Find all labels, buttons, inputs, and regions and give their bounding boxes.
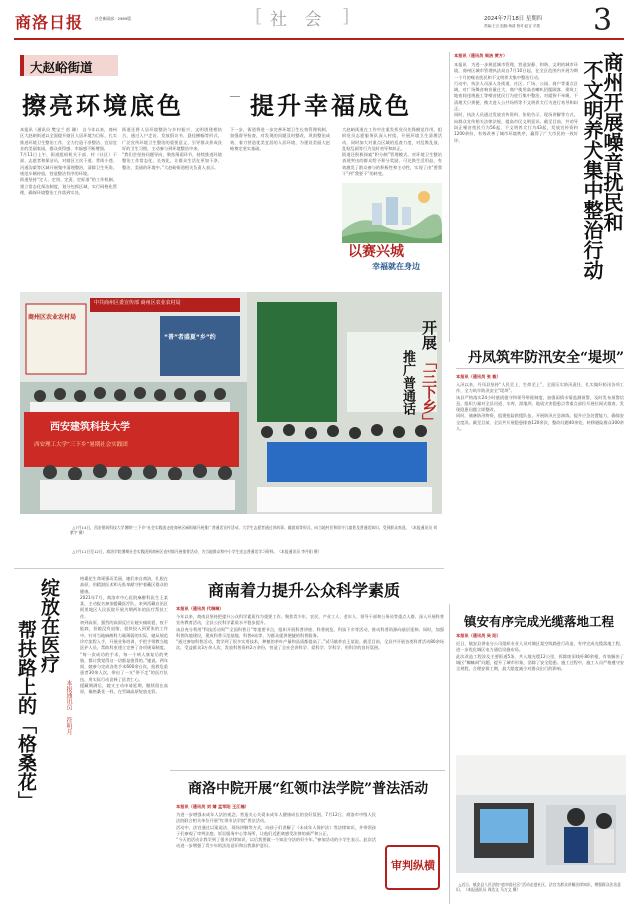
article-6-title-col-1: 绽放在医疗 (38, 578, 60, 673)
group-photo-scene (20, 292, 247, 514)
masthead (0, 0, 638, 42)
right-lower-rule (449, 604, 450, 904)
stamp-box (385, 845, 440, 890)
photo-court (456, 755, 626, 873)
article-7-body: 今年以来，商南县坚持把提升公众科学素质作为重要工作，聚焦青少年、农民、产业工人、老年人、领导干部和公务员等重点人群，深入开展科普宣传教育活动，全县公民科学素质水平稳步提升。 该县充分利用“科技活动周”“全国科普日”等重要节点，组织开展科普讲座、科普展览、科技下乡等活动，推动科普资源向基层延伸。同时，加强科普阵地建设，建成科普示范基地、科普e站等，为群众提供便捷的科普服务。 “通过参加科普活动，我学到了很多实用技术，种植的茶叶产量和品质都提高了。”试马镇茶农王某说。截至目前，全县共开展各类科普活动80余场次，受益群众3万余人次，发放科普资料2万余份，营造了全社会讲科学、爱科学、学科学、用科学的良好氛围。 (176, 614, 444, 651)
article-title-left: 擦亮环境底色 (22, 91, 184, 120)
a3-title-l2: 「三下乡」 (420, 354, 438, 429)
a3-vertical-box (397, 320, 441, 470)
photo1-slogan: 西安理工大学“三下乡”暑期社会实践团 (34, 442, 128, 448)
article-2-byline: 本报讯（通讯员 周洁 贾方） (454, 53, 508, 58)
a6-divider (14, 568, 444, 569)
photo-group-1 (20, 292, 247, 514)
article-8-rule (170, 770, 445, 771)
article-8-title: 商洛中院开展“红领巾法学院”普法活动 (188, 781, 429, 797)
photo1-flag-2: “普”者盛夏“乡”约 (164, 334, 216, 341)
article-2-body: 本报讯 为进一步规范城市管理，营造安静、和谐、文明的城市环境，商州区城市管理执法局自7月10日起，在全区范围内开展为期一个月的噪音扰民和不文明养犬集中整治行动。 行动中，执法人员深入各街道、社区、广场、公园、商户等重点区域，对广场舞音响音量过大、商户使用高音喇叭招揽顾客、建筑工地夜间违规施工等噪音扰民行为进行集中整治，对遛狗不牵绳、不清理犬只粪便、携犬进入公共场所等不文明养犬行为进行劝导和纠正。 同时，执法人员通过发放宣传资料、张贴告示、现场讲解等方式，向群众宣传相关法律法规，提高市民文明意识。截至目前，共劝导纠正噪音扰民行为56起，不文明养犬行为43起，发放宣传资料1200余份，有效改善了城市环境秩序，赢得了广大市民的一致好评。 (454, 62, 578, 143)
article-body-col-3: 下一步，街道将进一步完善环境卫生长效管理机制，加强督导检查，对发现的问题及时整改，巩固整治成效，着力营造优美宜居的人居环境，为建设美丽大赵峪奠定坚实基础。 (230, 127, 330, 151)
article-4-body: 入汛以来，丹凤县坚持“人民至上、生命至上”，全面压实防汛责任，扎实做好防汛各项工作，全力筑牢防汛安全“堤坝”。 该县严格落实24小时值班值守和领导带班制度，加强雨情水情监测预警，及时发布预警信息。组织力量对全县河道、水库、淤地坝、地质灾害隐患点等重点部位开展拉网式排查，发现隐患问题立即整改。 同时，储备防汛物资，组建抢险救援队伍，开展防汛应急演练，提升应急处置能力，确保安全度汛。截至目前，全县共开展隐患排查120余次，整改问题40余处，转移避险群众300余人。 (456, 382, 624, 432)
article-4-title-rule (456, 368, 624, 369)
photo1-univ: 西安建筑科技大学 (50, 422, 130, 433)
article-7-title: 商南着力提升公众科学素质 (208, 581, 401, 600)
landscape-art (342, 183, 442, 243)
right-col-rule (449, 52, 450, 342)
article-8-byline: 本报讯（通讯员 刘 婧 孟军阳 王江楠） (176, 804, 249, 809)
article-7-byline: 本报讯（通讯员 代瑞琳） (176, 606, 224, 611)
photo1-flag-1: 商州区农业农村局 (28, 314, 77, 321)
article-6-body: 格桑花生命顽强而美丽，她们来自商洛，扎根在高原，用精湛医术和无私奉献守护着藏区群众的健康。 2021年7月，商洛市中心医院麻醉科医生王某某，主动报名参加援藏医疗队，来到西藏自治区阿里地区人民医院开展为期两年的医疗帮扶工作。 初到高原，强烈的高原反应让她头痛欲裂、夜不能寐，但她没有退缩，很快投入到紧张的工作中。针对当地麻醉科力量薄弱的实际，她从规范诊疗流程入手，开展业务培训，手把手带教当地医护人员，帮助科室建立完善了各项规章制度。 “每一次成功的手术，每一个病人康复后的笑脸，都让我觉得这一切都是值得的。”她说。两年间，她参与完成各类手术600余台次，抢救危重患者30余人次，带出了一支“带不走”的医疗队伍，用实际行动诠释了医者仁心。 援藏期满后，她又主动申请延期，继续留在高原，像格桑花一样，在雪域高原绽放光彩。 (80, 576, 168, 695)
masthead-dept: 社会新闻部 · 2989版 (95, 16, 132, 21)
stamp-text: 审判纵横 (391, 859, 435, 872)
article-body-col-2: 街道还将人居环境整治与乡村振兴、文明创建相结合，通过入户走访、发放倡议书、悬挂横幅等形式，广泛宣传环境卫生整治的重要意义，引导群众养成良好的卫生习惯，主动参与到环境整治中来。 “我们会坚持问题导向，聚焦薄弱环节，持续推进环境整治工作常态化、长效化，让群众生活在更加干净、整洁、美丽的环境中。”大赵峪街道相关负责人表示。 (122, 127, 222, 170)
slogan-box (342, 183, 442, 283)
slogan-bottom: 幸福就在身边 (372, 262, 420, 271)
article-4-title: 丹凤筑牢防汛安全“堤坝” (468, 350, 625, 366)
article-2-title-col-2: 不文明养犬集中整治行动 (580, 60, 604, 280)
article-body-col-1: 本报讯（通讯员 樊宝兰 彭 珊） 自今年以来，商州区大赵峪街道以全面提升辖区人居环境为目标，扎实推进环境卫生整治工作，全力打造干净整洁、宜居宜业的美丽家园，群众获得感、幸福感不断增强。 7月11日上午，街道组织机关干部、村（社区）干部、志愿者和保洁员，对辖区主次干道、背街小巷、河道沟渠等区域开展集中清理整治，清除卫生死角，规范车辆停放，营造整洁有序的环境。 街道坚持“定人、定岗、定责、定标准”的工作机制，建立常态化保洁制度，划分包抓区域，实行网格化管理，确保环境整治工作落到实处。 (20, 127, 117, 195)
photo1-banner: 中共商州区委宣传部 商州区农业农村局 (94, 300, 181, 306)
article-5-title: 镇安有序完成光缆落地工程 (464, 614, 615, 629)
article-kicker: 大赵峪街道 (30, 60, 93, 75)
section-title: 社 会 (270, 10, 328, 30)
masthead-rule (14, 38, 624, 40)
article-5-byline: 本报讯（通讯员 吴 阳） (456, 633, 501, 638)
newspaper-logo: 商洛日报 (15, 13, 84, 32)
court-photo-caption: △近日，镇安县人民法院“庭审进社区”活动走进社区，法官为群众讲解法律知识，增强群众法治意识。（本报通讯员 周浩文 马万文 摄） (456, 882, 621, 893)
slogan-top: 以赛兴城 (348, 244, 404, 260)
article-6-title-col-2: 帮扶路上的「格桑花」 (15, 620, 37, 810)
title-divider (230, 96, 240, 97)
photo-caption-1: △7月14日，西安建筑科技大学暑期“三下乡”社会实践团走进商州区麻街镇开展推广普通话宣传活动。大学生志愿者通过讲故事、做游戏等形式，向当地村民和留守儿童普及普通话知识，受到群众欢迎。（本报通讯员 刘紫宇 摄） (70, 525, 438, 536)
issue-date: 2024年7月18日 星期四 (484, 16, 543, 22)
a3-title-l1: 开展 (420, 320, 438, 350)
page-number: 3 (593, 3, 613, 38)
court-photo-scene (456, 755, 626, 873)
article-body-col-4: 大赵峪街道在工作中注重发挥党员先锋模范作用，组织党员志愿服务队深入村组，开展环境卫生清理活动，同时加大对重点区域的巡查力度，对乱堆乱放、乱贴乱画等行为及时劝导和纠正。 街道还积极探索“积分制”管理模式，对环境卫生整治表现突出的群众给予积分奖励，可兑换生活用品，有效激发了群众参与的积极性和主动性，实现了由“要我干”到“我要干”的转变。 (342, 127, 442, 177)
section-bracket-left: [ (255, 5, 263, 27)
article-2-title-col-1: 商州开展噪音扰民和 (600, 52, 624, 232)
article-title-right: 提升幸福成色 (250, 91, 412, 120)
a3-title-l3: 推广普通话 (400, 350, 415, 415)
article-6-byline: 本报通讯员 符明月 (65, 680, 72, 735)
article-4-byline: 本报讯（通讯员 张 毅） (456, 374, 501, 379)
photo-caption-2: △7月11日至12日，商洛学院暑期社会实践团到商州区夜村镇开展推普活动，为当地群众和中小学生送去普通话学习资料。（本报通讯员 李丹阳 摄） (72, 549, 322, 555)
editor-line: 责编:王言 组版:杨清 校对:赵言 平措 (484, 24, 540, 28)
section-bracket-right: ] (342, 5, 350, 27)
article-5-body: 近日，镇安县供电分公司组织专业人员对城区架空线路进行改造，有序完成光缆落地工程，进一步优化城区电力通信设施布局。 此次改造工程涉及主要街道5条，共入地光缆12公里，拆除废旧线杆80余根，有效解决了城区“蜘蛛网”问题，提升了城市形象，消除了安全隐患。施工过程中，施工人员严格遵守安全规程，合理安排工期，最大限度减少对群众出行的影响。 (456, 641, 624, 672)
article-8-body: 为进一步增强未成年人法治观念，营造关心关爱未成年人健康成长的良好氛围，7月12日，商洛市中级人民法院联合相关单位开展“红领巾法学院”普法活动。 活动中，法官通过以案说法、现场讲解等方式，向孩子们讲解了《未成年人保护法》等法律知识，并带领孩子们参观了审判法庭、诉讼服务中心等场所，让他们近距离感受法律的威严和公正。 “今天的活动让我学到了很多法律知识，以后我要做一个知法守法的好少年。”参加活动的小学生表示。此次活动进一步增强了青少年的法治意识和自我保护意识。 (176, 812, 376, 849)
